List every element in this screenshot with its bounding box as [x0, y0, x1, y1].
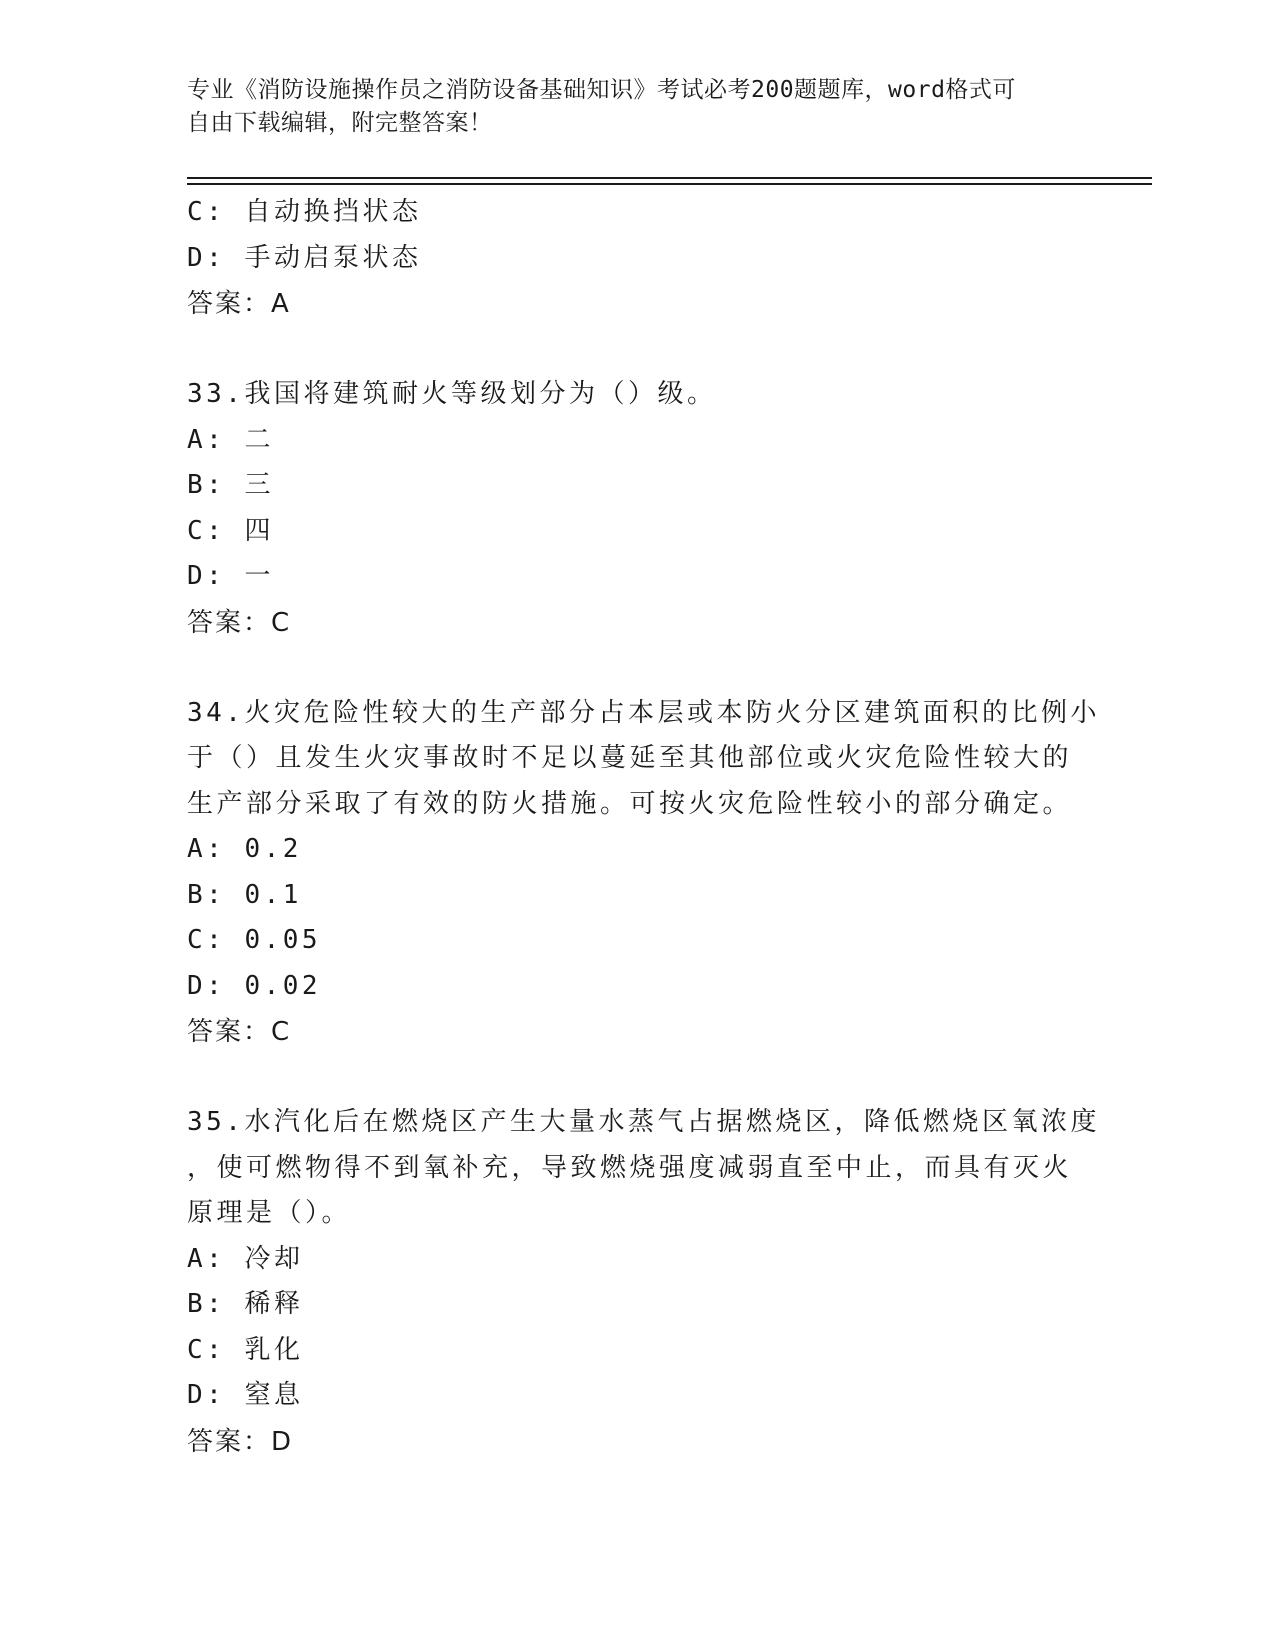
option-a: A: 冷却	[187, 1243, 304, 1274]
question-stem-line: ，使可燃物得不到氧补充，导致燃烧强度减弱直至中止，而具有灭火	[187, 1152, 1073, 1183]
header-line-2: 自由下载编辑，附完整答案！	[187, 110, 493, 136]
option-d: D: 0.02	[187, 970, 322, 1001]
spacer	[187, 1055, 1087, 1100]
spacer	[187, 327, 1087, 372]
answer: 答案：D	[187, 1426, 294, 1457]
question-32-tail	[187, 190, 1087, 327]
question-stem-line: 34.火灾危险性较大的生产部分占本层或本防火分区建筑面积的比例小	[187, 697, 1100, 728]
question-34	[187, 691, 1100, 1056]
header-line-1: 专业《消防设施操作员之消防设备基础知识》考试必考200题题库，word格式可	[187, 77, 1016, 103]
header-rule-top	[187, 177, 1152, 179]
question-stem-line: 原理是（）。	[187, 1198, 352, 1228]
option-b: B: 稀释	[187, 1289, 304, 1319]
question-stem-line: 于（）且发生火灾事故时不足以蔓延至其他部位或火灾危险性较大的	[187, 743, 1073, 773]
option-b: B: 0.1	[187, 879, 302, 910]
document-header	[187, 74, 1087, 140]
answer: 答案：C	[187, 1017, 292, 1047]
spacer	[187, 646, 1087, 691]
option-c: C: 自动换挡状态	[187, 197, 422, 227]
option-d: D: 手动启泵状态	[187, 242, 422, 273]
option-d: D: 窒息	[187, 1380, 304, 1410]
option-d: D: 一	[187, 561, 274, 591]
question-list	[187, 190, 1100, 1465]
header-rule-bottom	[187, 183, 1152, 185]
option-b: B: 三	[187, 470, 274, 500]
question-stem-line: 生产部分采取了有效的防火措施。可按火灾危险性较小的部分确定。	[187, 788, 1073, 819]
question-33	[187, 372, 1087, 646]
answer: 答案：A	[187, 289, 291, 319]
option-a: A: 二	[187, 424, 274, 455]
option-c: C: 乳化	[187, 1334, 304, 1365]
option-a: A: 0.2	[187, 834, 302, 864]
question-stem-line: 35.水汽化后在燃烧区产生大量水蒸气占据燃烧区，降低燃烧区氧浓度	[187, 1107, 1100, 1137]
question-stem: 33.我国将建筑耐火等级划分为（）级。	[187, 379, 717, 409]
option-c: C: 0.05	[187, 925, 322, 955]
answer: 答案：C	[187, 607, 292, 638]
question-35	[187, 1100, 1100, 1465]
option-c: C: 四	[187, 515, 274, 546]
